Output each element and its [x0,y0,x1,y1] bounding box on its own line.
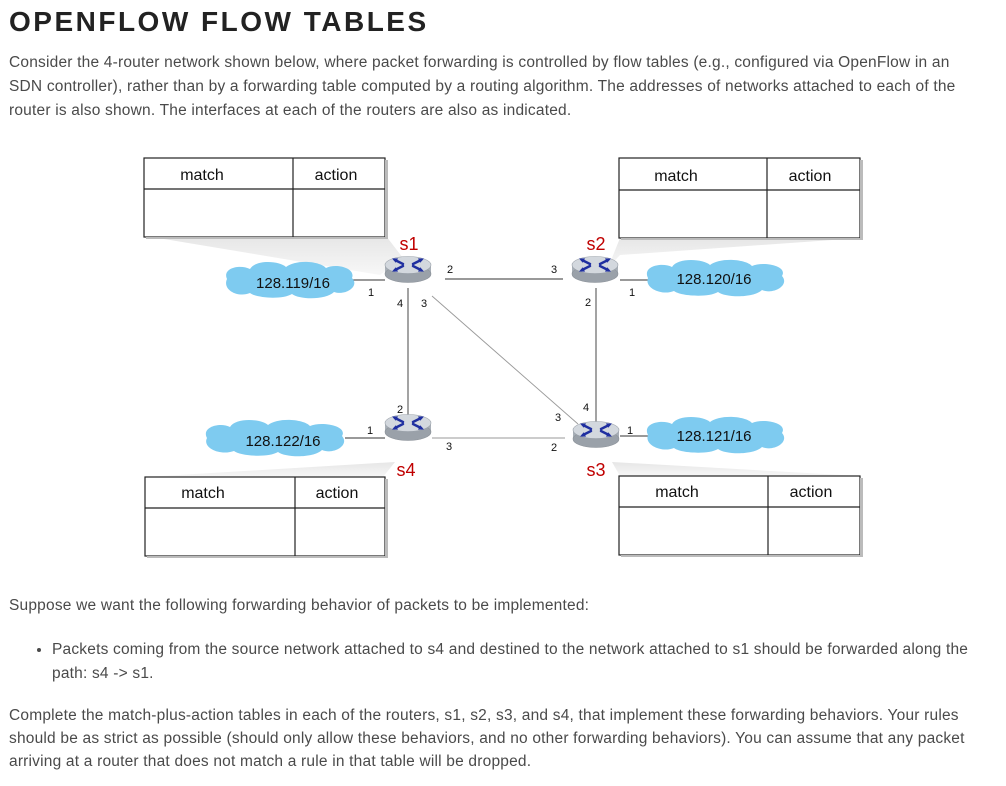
s4-action-header: action [315,485,359,502]
s3-port-3: 3 [555,412,562,424]
s2-port-3: 3 [551,264,558,276]
s1-action-header: action [314,167,358,184]
s1-network-label: 128.119/16 [256,275,330,292]
s1-port-4: 4 [397,298,404,310]
router-s4-label: s4 [396,460,416,480]
s1-match-header: match [180,167,224,184]
router-s2-label: s2 [586,234,606,254]
network-cloud-s3 [647,417,784,453]
s2-match-header: match [654,168,698,185]
router-s3-label: s3 [586,460,606,480]
flow-table-s4 [145,462,395,558]
s1-port-3: 3 [421,298,428,310]
behavior-list [30,638,972,686]
instructions-paragraph: Complete the match-plus-action tables in each of the routers, s1, s2, s3, and s4, that implement these forwarding behaviors. Your rules should be as strict as possible (should only allow these behaviors, and no other forwarding behaviors). You can assume that any packet arriving at a router that does not match a rule in that table will be dropped. [9,707,965,770]
links [345,279,650,438]
s2-port-1: 1 [629,287,636,299]
page-title: OPENFLOW FLOW TABLES [9,6,429,37]
s3-match-header: match [655,484,699,501]
s2-network-label: 128.120/16 [676,271,752,288]
s3-port-4: 4 [583,402,590,414]
link-s1-s3 [432,296,578,424]
intro-paragraph: Consider the 4-router network shown below, where packet forwarding is controlled by flow tables (e.g., configured via OpenFlow in an SDN controller), rather than by a forwarding table computed by a routing algorithm. The addresses of networks attached to each of the router is also shown. The interfaces at each of the routers are also as indicated. [9,54,956,119]
flow-table-s3 [612,462,863,557]
s4-port-1: 1 [367,425,374,437]
s4-network-label: 128.122/16 [245,433,321,450]
s4-port-2: 2 [397,404,404,416]
flow-table-s1 [144,158,403,275]
s3-action-header: action [789,484,833,501]
s2-port-2: 2 [585,297,592,309]
s4-match-header: match [181,485,225,502]
behavior-item: • Packets coming from the source network attached to s4 and destined to the network attached to s1 should be forwarded along the path: s4 -> s1. [52,638,972,686]
behavior-intro: Suppose we want the following forwarding behavior of packets to be implemented: [9,597,590,614]
s2-action-header: action [788,168,832,185]
router-s3-icon [573,422,619,448]
s3-port-1: 1 [627,425,634,437]
s1-port-1: 1 [368,287,375,299]
s4-port-3: 3 [446,441,453,453]
network-cloud-s4 [206,420,344,456]
flow-table-s2 [608,158,863,268]
s1-port-2: 2 [447,264,454,276]
network-cloud-s1 [226,262,354,298]
router-s1-label: s1 [399,234,419,254]
network-cloud-s2 [647,260,784,296]
router-s4-icon [385,415,431,441]
s3-port-2: 2 [551,442,558,454]
router-s2-icon [572,257,618,283]
router-s1-icon [385,257,431,283]
s3-network-label: 128.121/16 [676,428,752,445]
network-diagram [0,140,1006,570]
